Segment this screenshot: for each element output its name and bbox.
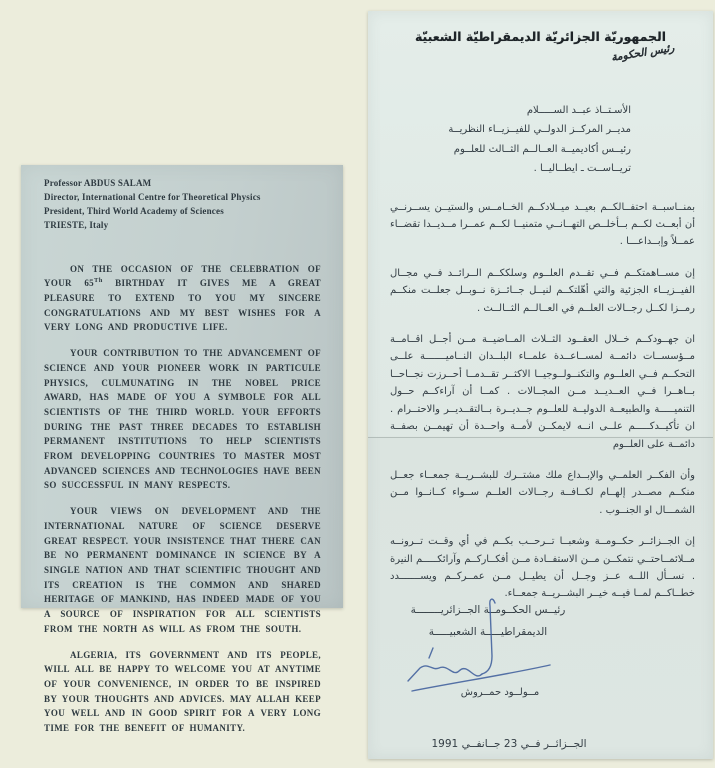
recipient-line-name: Professor ABDUS SALAM xyxy=(44,178,152,188)
arabic-recipient-name: الأسـتــاذ عبــد الســـــلام xyxy=(526,105,631,116)
arabic-paragraph-5: إن الجــزائــر حكــومــة وشعبــا تــرحــب بكــم في أي وقــت تــرونــه مــلائمــاحتــي نتمكــن مــن الاستفــادة مــن أفكــاركــم وآرائكـــــم النيرة . نســأل اللــه عــز وجــل أن يطيــل مــن عمــركــم ويســـــــدد خطــاكــم لمــا فيــه خيــر البشــريــة جمعــاء. xyxy=(390,536,695,600)
arabic-recipient-block xyxy=(390,101,695,179)
english-letter-body xyxy=(44,262,321,736)
ordinal-superscript: Th xyxy=(94,277,103,285)
recipient-address-block xyxy=(44,177,321,233)
arabic-letter-body xyxy=(390,101,695,603)
english-paragraph-1 xyxy=(44,262,321,336)
english-paragraph-2: YOUR CONTRIBUTION TO THE ADVANCEMENT OF SCIENCE AND YOUR PIONEER WORK IN PARTICULE PHYSICS, CULMUNATING IN THE NOBEL PRICE AWARD, HAS MADE OF YOU A SYMBOLE FOR ALL SCIENTISTS OF THE THIRD WORLD. YOUR EFFORTS DURING THE PAST THREE DECADES TO ESTABLISH PERMANENT INSTITUTIONS TO HELP SCIENTISTS FROM DEVELOPPING COUNTRIES TO MASTER MOST ADVANCED SCIENCES AND TECHNOLOGIES HAVE BEEN SO SUCCESSFUL IN MANY RESPECTS. xyxy=(44,348,321,491)
national-header-calligraphy: الجمهوريّة الجزائريّة الديمقراطيّة الشعبيّة xyxy=(414,29,667,44)
paragraph-1-text-before: ON THE OCCASION OF THE CELEBRATION OF YOUR 65 xyxy=(44,263,321,289)
arabic-paragraph-4: وأن الفكــر العلمــي والإبــداع ملك مشتــرك للبشــريــة جمعــاء جعــل منكــم مصــدر إلهــام لكــافــة رجــالات العلــم ســواء كــانــوا مــن الشمـــال او الجنــوب . xyxy=(390,469,695,516)
arabic-recipient-title1: مديــر المركــز الدولــي للفيــزيــاء النظريــة xyxy=(448,124,631,136)
signature-scrawl-stroke xyxy=(408,666,482,681)
signature-underline-stroke xyxy=(412,665,550,691)
english-paragraph-3: YOUR VIEWS ON DEVELOPMENT AND THE INTERNATIONAL NATURE OF SCIENCE DESERVE GREAT RESPECT. YOUR INSISTENCE THAT THERE CAN BE NO PERMANENT DOMINANCE IN SCIENCE BY A SINGLE NATION AND THAT SCIENTIFIC THOUGHT AND ITS CREATION IS THE COMMON AND SHARED HERITAGE OF MANKIND, HAS INDEED MADE OF YOU A SOURCE OF INSPIRATION FOR ALL SCIENTISTS FROM THE NORTH AS WILL AS FROM THE SOUTH. xyxy=(44,506,321,634)
closing-title-line-1: رئيــس الحكــومــة الجــزائريــــــــة xyxy=(410,604,566,616)
arabic-paragraph-3: ان جهــودكــم خــلال العقــود الثــلاث المــاضيــة مــن أجــل اقــامــة مــؤسســات دائمــة لمســاعــدة علمــاء البلــدان النــاميـــــــة علــى التحكــم فــي العلــوم والتكنــولــوجيــا الاكثــر تقــدمــا أحــرزت نجــاحــا بــاهــرا فــي العــديــد مــن المجــالات . كمــا أن آراءكــم حــول التنميـــــة والطبيعــة الدوليــة للعلــوم جــديــرة بــالتقــديــر والاحتــرام . ان تأكيــدكـــــم علــى انــه لايمكــن لأمــة واحــدة أن تهيمــن بصفــة دائمــة على العلــوم xyxy=(390,334,695,450)
date-line: الجــزائــر فــي 23 جــانفــي 1991 xyxy=(431,738,587,750)
paragraph-1-text-after: BIRTHDAY IT GIVES ME A GREAT PLEASURE TO EXTEND TO YOU MY SINCERE CONGRATULATIONS AND MY BEST WISHES FOR A VERY LONG AND PRODUCTIVE LIFE. xyxy=(44,278,322,333)
recipient-line-title2: President, Third World Academy of Sciences xyxy=(44,205,224,216)
recipient-line-title1: Director, International Centre for Theoretical Physics xyxy=(44,191,261,202)
recipient-line-city: TRIESTE, Italy xyxy=(44,219,109,230)
arabic-recipient-city: تريــاســت ـ ايطــاليــا . xyxy=(533,163,631,175)
english-letter-paper xyxy=(21,165,343,734)
head-of-government-calligraphy: رئيس الحكومة xyxy=(610,42,676,64)
signature-scribble xyxy=(398,594,573,714)
arabic-paragraph-1: بمنــاسبــة احتفــالكــم بعيــد ميــلادكــم الخــامــس والستيــن يســرنــي أن أبعــث لكــم بــأخلــص التهــانــي متمنيــا لكــم عمــرا مــديــدا تقضــاء عمــلاً وإبــداعـــا . xyxy=(390,201,695,248)
signatory-name: مــولــود حمــروش xyxy=(460,687,540,698)
signature-tick-stroke xyxy=(429,648,433,658)
arabic-paragraph-2: إن مســاهمتكــم فــي تقــدم العلــوم وسلككــم الــرائــد فــي مجــال الفيــزيــاء الجزئية والتي أهّلتكــم لنيــل جــائــزة نــوبــل جعلــت منكــم رمــزا لكــل رجــالات العلــم في العــالــم الثــالــث . xyxy=(390,267,695,314)
english-paragraph-4: ALGERIA, ITS GOVERNMENT AND ITS PEOPLE, WILL ALL BE HAPPY TO WELCOME YOU AT ANYTIME OF YOUR CONVENIENCE, IN ORDER TO BE INSPIRED BY YOUR THOUGHTS AND ADVICES. MAY ALLAH KEEP YOU WELL AND IN GOOD SPIRIT FOR A VERY LONG TIME FOR THE BENEFIT OF HUMANITY. xyxy=(44,649,321,734)
arabic-letter-paper xyxy=(368,11,713,759)
closing-title-line-2: الديمقراطيـــــة الشعبيـــــة xyxy=(428,626,548,638)
arabic-recipient-title2: رئيــس أكاديميــة العــالــم الثــالث للعلــوم xyxy=(453,143,631,155)
signature-vertical-stroke xyxy=(482,599,495,674)
